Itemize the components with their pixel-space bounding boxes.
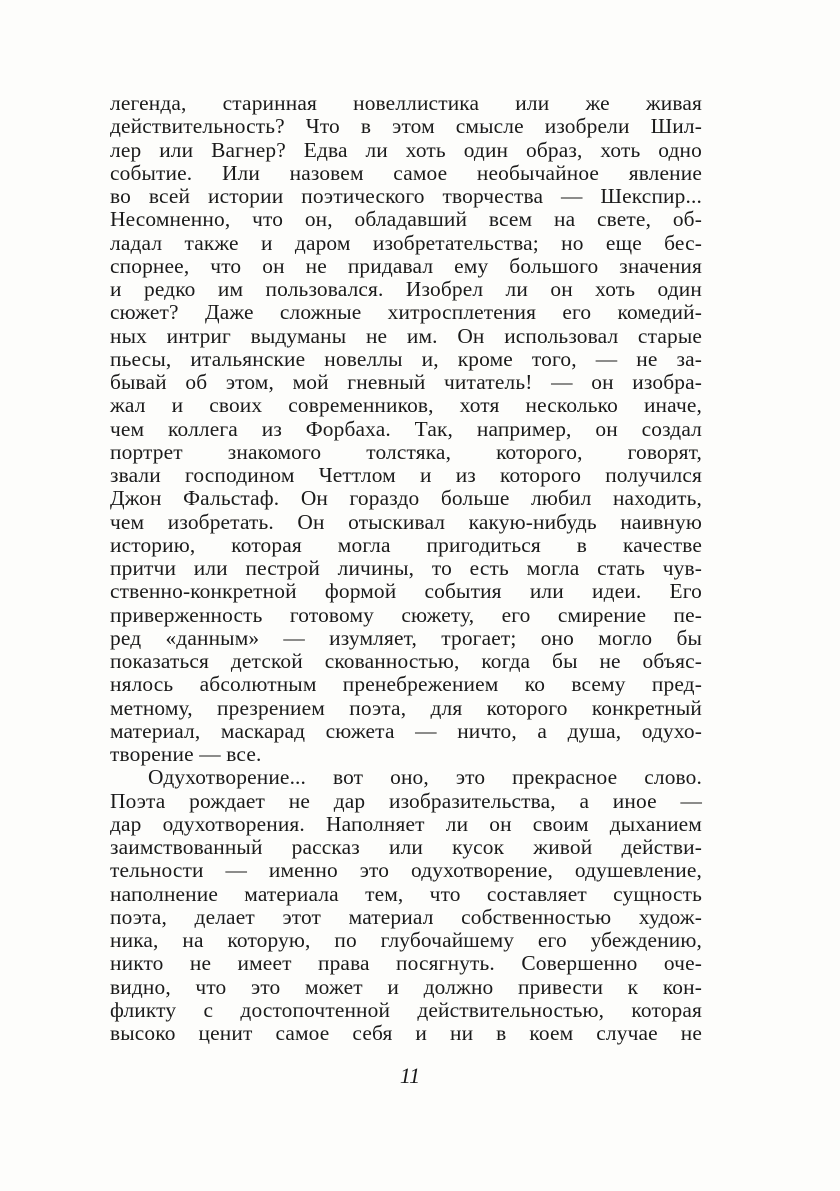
text-line: чем коллега из Форбаха. Так, например, он создал [110, 416, 702, 441]
text-line: показаться детской скованностью, когда бы не объяс- [110, 649, 702, 673]
text-line: спорнее, что он не придавал ему большого значения [110, 253, 702, 278]
text-line: нялось абсолютным пренебрежением ко всему пред- [110, 672, 702, 697]
text-line: материал, маскарад сюжета — ничто, а душа, одухо- [110, 718, 702, 743]
text-line: видно, что это может и должно привести к кон- [110, 974, 702, 999]
text-line: портрет знакомого толстяка, которого, говорят, [110, 439, 702, 464]
text-line: пьесы, итальянские новеллы и, кроме того, — не за- [110, 346, 702, 371]
text-line: звали господином Четтлом и из которого получился [110, 463, 702, 487]
text-line: ных интриг выдуманы не им. Он использовал старые [110, 323, 702, 348]
text-line: дар одухотворения. Наполняет ли он своим дыханием [110, 811, 702, 836]
text-line: приверженность готовому сюжету, его смирение пе- [110, 602, 702, 627]
text-line: ред «данным» — изумляет, трогает; оно могло бы [110, 625, 702, 650]
text-line: ственно-конкретной формой события или идеи. Его [110, 579, 702, 604]
text-line: поэта, делает этот материал собственностью худож- [110, 904, 702, 929]
text-line: лер или Вагнер? Едва ли хоть один образ, хоть одно [110, 137, 702, 162]
text-line: легенда, старинная новеллистика или же живая [110, 91, 702, 115]
text-line: заимствованный рассказ или кусок живой действи- [110, 835, 702, 859]
text-line: тельности — именно это одухотворение, одушевление, [110, 858, 702, 883]
text-line: никто не имеет права посягнуть. Совершенно оче- [110, 951, 702, 976]
text-line-paragraph-end: творение — все. [110, 742, 262, 766]
text-line: наполнение материала тем, что составляет сущность [110, 881, 702, 906]
text-line: событие. Или назовем самое необычайное явление [110, 160, 702, 185]
text-line: чем изобретать. Он отыскивал какую-нибудь наивную [110, 509, 702, 534]
text-line: притчи или пестрой личины, то есть могла стать чув- [110, 556, 702, 580]
text-line: Поэта рождает не дар изобразительства, а иное — [110, 788, 702, 813]
text-line: действительность? Что в этом смысле изобрели Шил- [110, 114, 702, 139]
text-line: ника, на которую, по глубочайшему его убеждению, [110, 928, 702, 952]
text-line: фликту с достопочтенной действительностью, которая [110, 997, 702, 1022]
body-text [110, 92, 702, 1045]
text-line: и редко им пользовался. Изобрел ли он хоть один [110, 277, 702, 301]
text-line: во всей истории поэтического творчества — Шекспир... [110, 184, 702, 208]
text-line: жал и своих современников, хотя несколько иначе, [110, 393, 702, 418]
page-number: 11 [399, 1063, 421, 1088]
text-line: Несомненно, что он, обладавший всем на свете, об- [110, 207, 702, 232]
text-line: сюжет? Даже сложные хитросплетения его комедий- [110, 300, 702, 325]
text-line: ладал также и даром изобретательства; но еще бес- [110, 230, 702, 255]
text-line: бывай об этом, мой гневный читатель! — он изобра- [110, 370, 702, 394]
text-line: Джон Фальстаф. Он гораздо больше любил находить, [110, 486, 702, 511]
text-line-paragraph-start: Одухотворение... вот оно, это прекрасное слово. [148, 765, 702, 790]
text-line: историю, которая могла пригодиться в качестве [110, 532, 702, 557]
text-line: метному, презрением поэта, для которого конкретный [110, 695, 702, 720]
text-line: высоко ценит самое себя и ни в коем случае не [110, 1021, 702, 1045]
